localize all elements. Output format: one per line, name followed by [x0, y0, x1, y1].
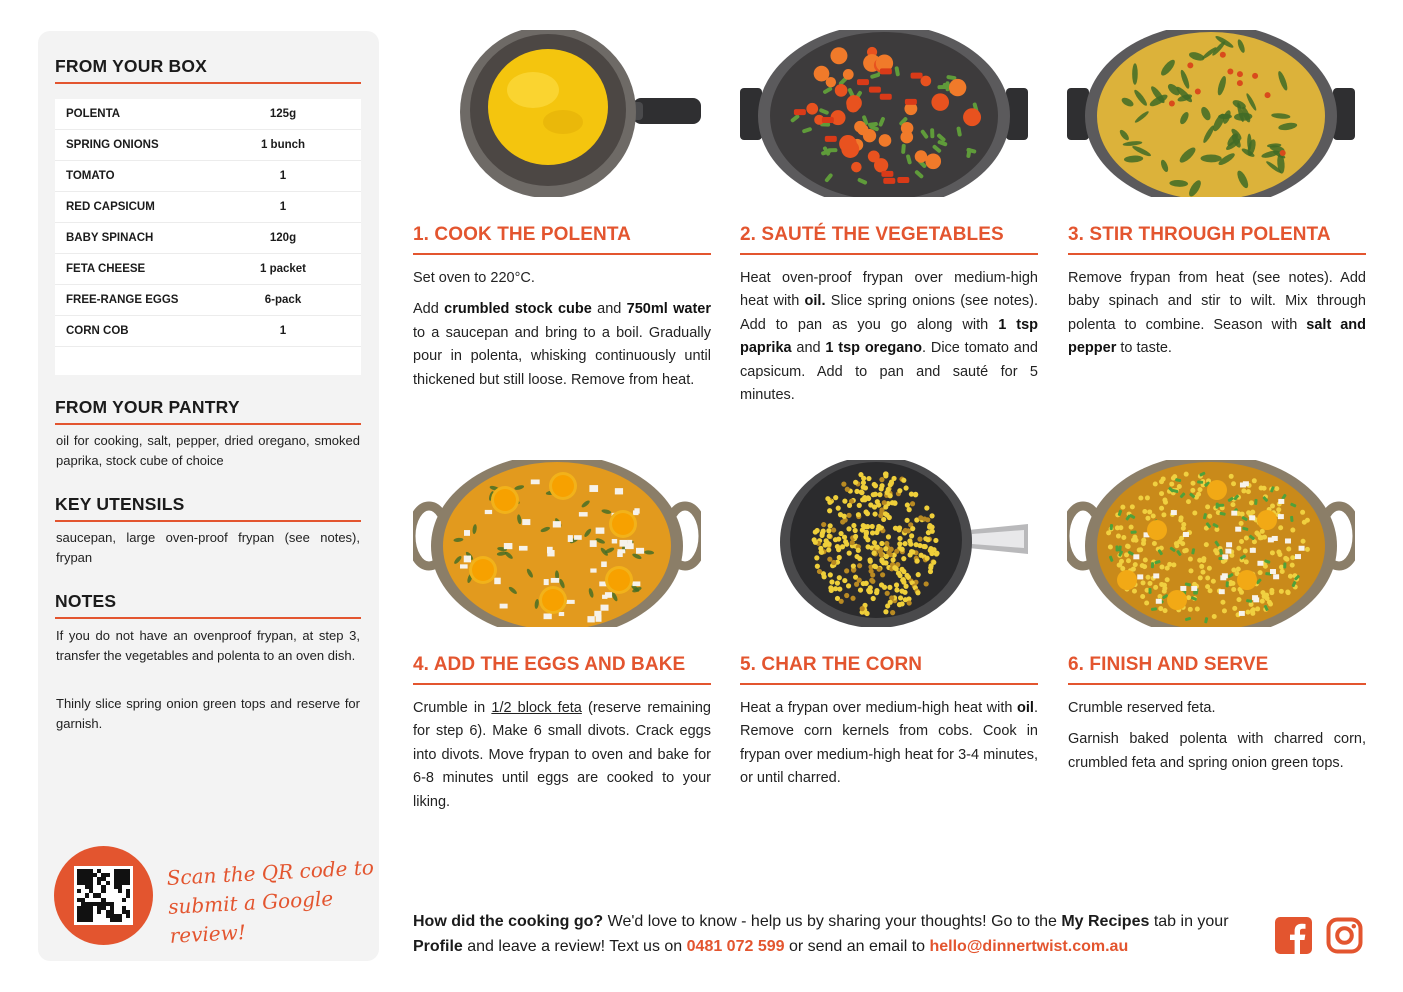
- ingredient-name: RED CAPSICUM: [66, 201, 155, 213]
- eggs-baked-frypan-illustration: [413, 460, 701, 627]
- step-5-text: [740, 697, 1038, 799]
- step-2-para-1: Heat oven-proof frypan over medium-high heat with oil. Slice spring onions (see notes). Add to pan as you go along with 1 tsp paprika and 1 tsp oregano. Dice tomato and capsicum. Add to pan and sauté for 5 minutes.: [740, 270, 1039, 404]
- review-footer: How did the cooking go? We'd love to know - help us by sharing your thoughts! Go to the My Recipes tab in your Profile and leave a review! Text us on 0481 072 599 or send an email to hello@dinnertwist.com.au: [413, 913, 1229, 955]
- qr-caption-line-1: Scan the QR code to: [166, 855, 375, 890]
- step-6-para-2: Garnish baked polenta with charred corn, crumbled feta and spring onion green tops.: [1068, 731, 1366, 771]
- step-2-text: [740, 267, 1038, 415]
- notes-paragraph-2: Thinly slice spring onion green tops and reserve for garnish.: [56, 696, 360, 731]
- ingredient-qty: 1: [279, 170, 287, 182]
- step-1-para-1: Set oven to 220°C.: [413, 270, 535, 286]
- ingredients-table: [55, 99, 361, 375]
- from-your-box-heading: FROM YOUR BOX: [55, 56, 208, 76]
- pantry-text: oil for cooking, salt, pepper, dried oregano, smoked paprika, stock cube of choice: [56, 433, 360, 468]
- ingredient-qty: 1 bunch: [260, 139, 306, 151]
- heading-rule: [55, 423, 361, 425]
- corn-frypan-illustration: [740, 460, 1028, 627]
- step-1-para-2: Add crumbled stock cube and 750ml water to a saucepan and bring to a boil. Gradually pour in polenta, whisking continuously until thickened but still loose. Remove from heat.: [413, 301, 711, 388]
- footer-lead: How did the cooking go?: [413, 913, 604, 930]
- step-3-title: 3. STIR THROUGH POLENTA: [1068, 224, 1331, 245]
- profile-ref: Profile: [413, 938, 463, 955]
- ingredient-name: POLENTA: [66, 108, 121, 120]
- qr-code[interactable]: [74, 866, 133, 925]
- step-1-image: [413, 30, 701, 197]
- ingredient-row: [55, 254, 361, 285]
- qr-badge: [54, 846, 153, 945]
- step-3-text: [1068, 267, 1366, 369]
- ingredient-qty: 125g: [269, 108, 297, 120]
- notes-paragraph-1: If you do not have an ovenproof frypan, at step 3, transfer the vegetables and polenta to an oven dish.: [56, 628, 360, 663]
- ingredient-row: [55, 130, 361, 161]
- ingredient-row: [55, 161, 361, 192]
- qr-caption-line-2: submit a Google review!: [167, 886, 334, 948]
- utensils-text: saucepan, large oven-proof frypan (see notes), frypan: [56, 530, 360, 565]
- step-4-text: [413, 697, 711, 822]
- qr-caption: [166, 853, 383, 951]
- key-utensils-heading: KEY UTENSILS: [55, 494, 185, 514]
- step-3-para-1: Remove frypan from heat (see notes). Add baby spinach and stir to wilt. Mix through polenta to combine. Season with salt and pepper to taste.: [1068, 270, 1367, 357]
- ingredient-qty: 1: [279, 201, 287, 213]
- step-6-title: 6. FINISH AND SERVE: [1068, 654, 1269, 675]
- phone-link[interactable]: 0481 072 599: [686, 938, 785, 955]
- vegetables-frypan-illustration: [740, 30, 1028, 197]
- step-2-image: [740, 30, 1028, 197]
- step-rule: [413, 683, 711, 685]
- ingredient-row: [55, 316, 361, 347]
- step-6-para-1: Crumble reserved feta.: [1068, 700, 1216, 716]
- finished-dish-frypan-illustration: [1067, 460, 1355, 627]
- step-2-title: 2. SAUTÉ THE VEGETABLES: [740, 224, 1004, 245]
- ingredient-name: TOMATO: [66, 170, 115, 182]
- ingredient-name: FREE-RANGE EGGS: [66, 294, 179, 306]
- step-rule: [740, 253, 1038, 255]
- ingredient-name: SPRING ONIONS: [66, 139, 159, 151]
- step-6-text: [1068, 697, 1366, 783]
- facebook-icon[interactable]: [1275, 917, 1312, 954]
- from-your-pantry-heading: FROM YOUR PANTRY: [55, 397, 240, 417]
- ingredient-qty: 6-pack: [264, 294, 302, 306]
- step-1-title: 1. COOK THE POLENTA: [413, 224, 631, 245]
- step-1-text: [413, 267, 711, 400]
- ingredient-row: [55, 99, 361, 130]
- polenta-spinach-frypan-illustration: [1067, 30, 1355, 197]
- ingredient-row: [55, 285, 361, 316]
- heading-rule: [55, 520, 361, 522]
- ingredient-row: [55, 192, 361, 223]
- heading-rule: [55, 82, 361, 84]
- step-3-image: [1067, 30, 1355, 197]
- polenta-saucepan-illustration: [413, 30, 701, 197]
- step-rule: [1068, 683, 1366, 685]
- step-4-image: [413, 460, 701, 627]
- step-5-image: [740, 460, 1028, 627]
- ingredient-qty: 1: [279, 325, 287, 337]
- ingredient-name: CORN COB: [66, 325, 129, 337]
- email-link[interactable]: hello@dinnertwist.com.au: [929, 938, 1129, 955]
- step-4-para-1: Crumble in 1/2 block feta (reserve remaining for step 6). Make 6 small divots. Crack eggs into divots. Move frypan to oven and bake for 6-8 minutes until eggs are cooked to your liking.: [413, 700, 711, 810]
- step-5-title: 5. CHAR THE CORN: [740, 654, 923, 675]
- step-rule: [413, 253, 711, 255]
- instagram-icon[interactable]: [1326, 917, 1363, 954]
- ingredient-row: [55, 223, 361, 254]
- step-6-image: [1067, 460, 1355, 627]
- ingredient-qty: 120g: [269, 232, 297, 244]
- notes-heading: NOTES: [55, 591, 117, 611]
- step-4-title: 4. ADD THE EGGS AND BAKE: [413, 654, 686, 675]
- ingredient-name: BABY SPINACH: [66, 232, 154, 244]
- ingredient-name: FETA CHEESE: [66, 263, 146, 275]
- ingredients-sidebar: [38, 31, 379, 961]
- my-recipes-tab-ref: My Recipes: [1061, 913, 1150, 930]
- ingredient-qty: 1 packet: [259, 263, 307, 275]
- heading-rule: [55, 617, 361, 619]
- step-5-para-1: Heat a frypan over medium-high heat with oil. Remove corn kernels from cobs. Cook in frypan over medium-high heat for 3-4 minutes, or until charred.: [740, 700, 1038, 787]
- qr-code-pattern: [77, 869, 130, 922]
- step-rule: [740, 683, 1038, 685]
- step-rule: [1068, 253, 1366, 255]
